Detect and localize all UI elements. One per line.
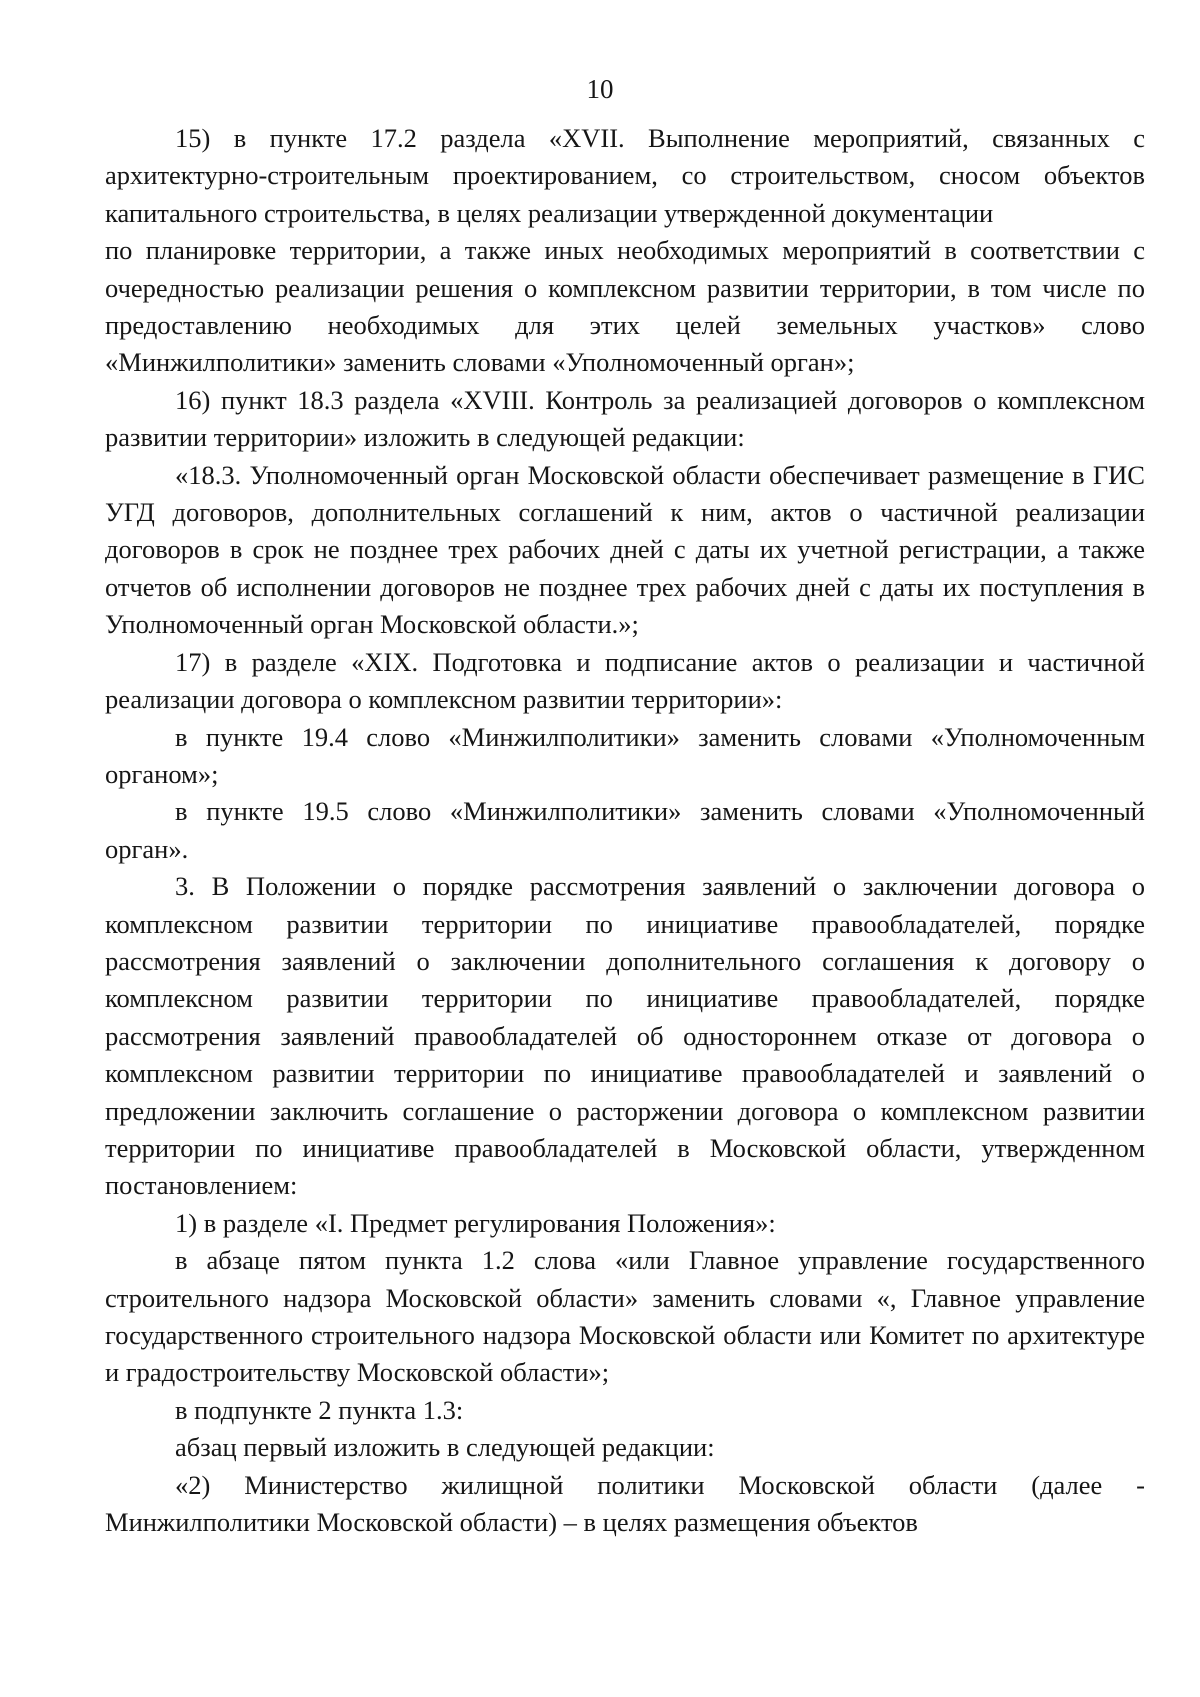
paragraph-quote-18-3: «18.3. Уполномоченный орган Московской области обеспечивает размещение в ГИС УГД договоров, дополнительных соглашений к ним, актов о частичной реализации договоров в срок не позднее трех рабочих дней с даты их учетной регистрации, а также отчетов об исполнении договоров не позднее трех рабочих дней с даты их поступления в Уполномоченный орган Московской области.»;: [105, 459, 1145, 640]
paragraph-point-1-2: в абзаце пятом пункта 1.2 слова «или Главное управление государственного строительного надзора Московской области» заменить словами «, Главное управление государственного строительного надзора Московской области или Комитет по архитектуре и градостроительству Московской области»;: [105, 1245, 1145, 1388]
paragraph-item-15: 15) в пункте 17.2 раздела «XVII. Выполнение мероприятий, связанных с архитектурно-строительным проектированием, со строительством, сносом объектов капитального строительства, в целях реализации утвержденной документации: [105, 123, 1145, 228]
paragraph-item-15-continued: по планировке территории, а также иных необходимых мероприятий в соответствии с очередностью реализации решения о комплексном развитии территории, в том числе по предоставлению необходимых для этих целей земельных участков» слово «Минжилполитики» заменить словами «Уполномоченный орган»;: [105, 235, 1145, 378]
paragraph-point-1-3: в подпункте 2 пункта 1.3:: [175, 1394, 464, 1425]
paragraph-point-19-4: в пункте 19.4 слово «Минжилполитики» заменить словами «Уполномоченным органом»;: [105, 721, 1145, 789]
paragraph-point-19-5: в пункте 19.5 слово «Минжилполитики» заменить словами «Уполномоченный орган».: [105, 796, 1145, 864]
paragraph-item-16: 16) пункт 18.3 раздела «XVIII. Контроль за реализацией договоров о комплексном развитии территории» изложить в следующей редакции:: [105, 384, 1145, 453]
paragraph-item-17: 17) в разделе «XIX. Подготовка и подписание актов о реализации и частичной реализации договора о комплексном развитии территории»:: [105, 646, 1145, 715]
paragraph-section-3: 3. В Положении о порядке рассмотрения заявлений о заключении договора о комплексном развитии территории по инициативе правообладателей, порядке рассмотрения заявлений о заключении дополнительного соглашения к договору о комплексном развитии территории по инициативе правообладателей, порядке рассмотрения заявлений правообладателей об одностороннем отказе от договора о комплексном развитии территории по инициативе правообладателей и заявлений о предложении заключить соглашение о расторжении договора о комплексном развитии территории по инициативе правообладателей в Московской области, утвержденном постановлением:: [105, 871, 1145, 1201]
paragraph-quote-2: «2) Министерство жилищной политики Московской области (далее - Минжилполитики Московской области) – в целях размещения объектов: [105, 1469, 1145, 1538]
document-body: [105, 120, 1145, 1541]
page-number: 10: [586, 74, 614, 104]
paragraph-item-1: 1) в разделе «I. Предмет регулирования Положения»:: [175, 1207, 776, 1238]
paragraph-first-abzac: абзац первый изложить в следующей редакции:: [175, 1432, 715, 1463]
